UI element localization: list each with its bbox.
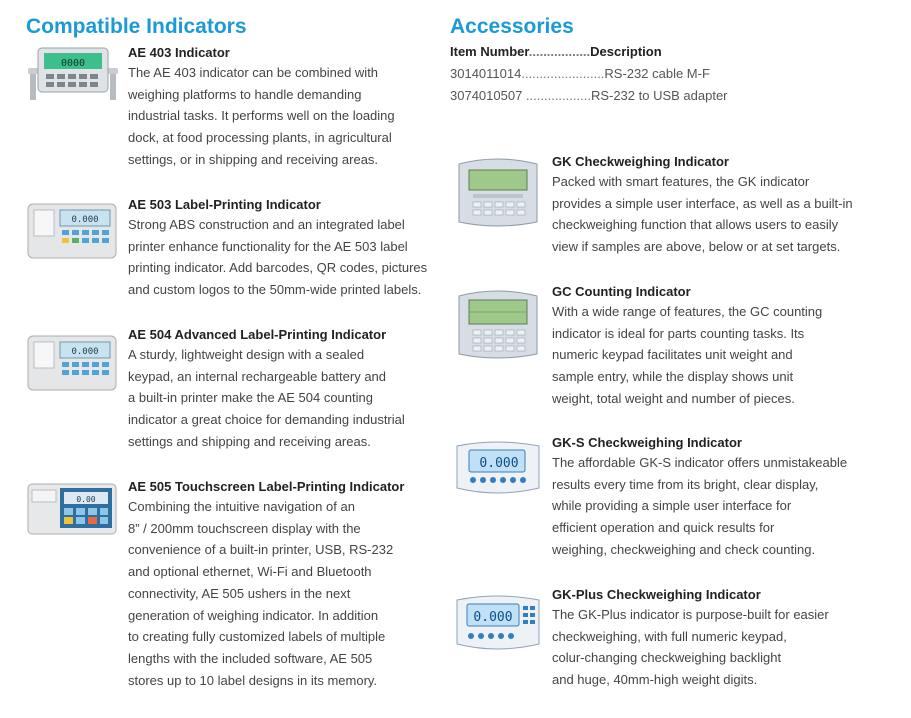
gk-description: Packed with smart features, the GK indicator provides a simple user interface, as well as a built-in checkweighing function that allows users to easily view if samples are above, below or at set targets.	[552, 174, 853, 255]
gks-block	[552, 433, 892, 561]
gc-title: GC Counting Indicator	[552, 284, 691, 299]
accessories-col-item: Item Number	[450, 44, 529, 59]
compatible-indicators-heading: Compatible Indicators	[26, 15, 247, 38]
ae-403-display-readout: 0000	[60, 58, 86, 69]
ae-403-indicator-photo	[26, 44, 118, 104]
ae-504-description: A sturdy, lightweight design with a sealed keypad, an internal rechargeable battery and a built-in printer make the AE 504 counting indicator a great choice for demanding industrial settings and shipping and receiving areas.	[128, 347, 405, 449]
accessory-item-number: 3074010507	[450, 88, 523, 103]
ae-503-display-readout: 0.000	[71, 215, 99, 225]
ae-505-indicator-photo	[26, 482, 118, 538]
accessories-col-description: Description	[590, 44, 662, 59]
table-row: 3014011014.......................RS-232 cable M-F	[450, 66, 710, 81]
accessories-heading: Accessories	[450, 15, 574, 38]
gc-indicator-photo	[451, 284, 543, 364]
gks-title: GK-S Checkweighing Indicator	[552, 435, 742, 450]
gc-block	[552, 282, 892, 410]
gkplus-indicator-photo	[451, 590, 543, 656]
ae-403-description: The AE 403 indicator can be combined with weighing platforms to handle demanding industrial tasks. It performs well on the loading dock, at food processing plants, in agricultural settings, or in shipping and receiving areas.	[128, 65, 395, 167]
ae-505-display-readout: 0.00	[76, 495, 96, 504]
ae-503-indicator-photo	[26, 200, 118, 262]
accessory-description: RS-232 to USB adapter	[590, 88, 728, 103]
gk-title: GK Checkweighing Indicator	[552, 154, 729, 169]
accessory-description: RS-232 cable M-F	[604, 66, 710, 81]
ae-504-title: AE 504 Advanced Label-Printing Indicator	[128, 327, 387, 342]
ae-503-title: AE 503 Label-Printing Indicator	[128, 197, 321, 212]
gks-description: The affordable GK-S indicator offers unmistakeable results every time from its bright, clear display, while providing a simple user interface for efficient operation and quick results for weighing, checkweighing and check counting.	[552, 455, 848, 557]
gkplus-title: GK-Plus Checkweighing Indicator	[552, 587, 761, 602]
ae-505-title: AE 505 Touchscreen Label-Printing Indicator	[128, 479, 405, 494]
table-row: 3074010507 ..................RS-232 to USB adapter	[450, 88, 728, 103]
gkplus-display-readout: 0.000	[473, 610, 513, 625]
ae-403-title: AE 403 Indicator	[128, 45, 230, 60]
ae-504-block	[128, 325, 458, 453]
gkplus-description: The GK-Plus indicator is purpose-built for easier checkweighing, with full numeric keypad, colur-changing checkweighing backlight and huge, 40mm-high weight digits.	[552, 607, 829, 688]
ae-403-block	[128, 43, 458, 171]
ae-503-description: Strong ABS construction and an integrated label printer enhance functionality for the AE 503 label printing indicator. Add barcodes, QR codes, pictures and custom logos to the 50mm-wide printed labels.	[128, 217, 428, 298]
gks-display-readout: 0.000	[479, 456, 519, 471]
gk-block	[552, 152, 892, 258]
accessories-table-header: Item Number.................Description	[450, 44, 662, 59]
gc-description: With a wide range of features, the GC counting indicator is ideal for parts counting tasks. Its numeric keypad facilitates unit weight and sample entry, while the display shows unit weight, total weight and number of pieces.	[552, 304, 823, 406]
ae-505-block	[128, 477, 458, 691]
gkplus-block	[552, 585, 892, 691]
ae-503-block	[128, 195, 458, 301]
gk-indicator-photo	[451, 152, 543, 232]
ae-504-indicator-photo	[26, 332, 118, 394]
accessory-item-number: 3014011014	[450, 66, 522, 81]
gks-indicator-photo	[451, 436, 543, 500]
ae-504-display-readout: 0.000	[71, 347, 99, 357]
ae-505-description: Combining the intuitive navigation of an 8” / 200mm touchscreen display with the convenience of a built-in printer, USB, RS-232 and optional ethernet, Wi-Fi and Bluetooth connectivity, AE 505 ushers in the next generation of weighing indicator. In addition to creating fully customized labels of multiple lengths with the included software, AE 505 stores up to 10 label designs in its memory.	[128, 499, 394, 688]
